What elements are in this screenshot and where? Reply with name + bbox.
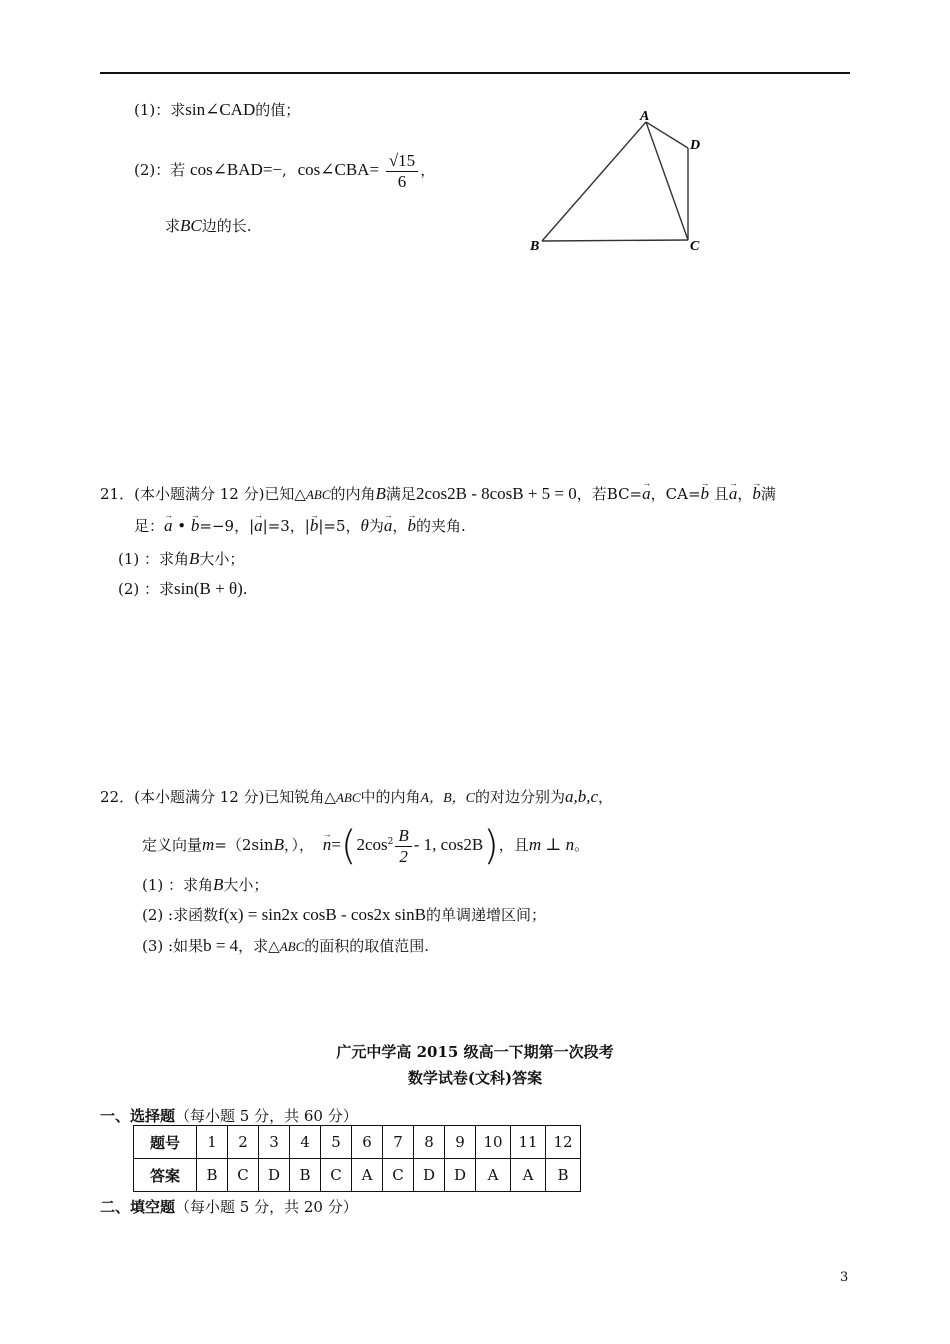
section-2-heading: 二、填空题（每小题 5 分，共 20 分） (100, 1198, 358, 1216)
table-cell: 6 (352, 1126, 383, 1159)
table-cell: B (546, 1159, 581, 1192)
q21-line2: 足：→ a • → b=−9，|→ a|=3，|→ b|=5，θ为→ a，→ b的夹角. (134, 515, 466, 537)
table-header-answer: 答案 (134, 1159, 197, 1192)
label-a: A (640, 109, 650, 124)
edge-ab (542, 122, 646, 241)
q21-part2: (2) ：求sin(B + θ). (118, 579, 248, 598)
table-cell: D (445, 1159, 476, 1192)
section-1-heading: 一、选择题（每小题 5 分，共 60 分） (100, 1107, 358, 1125)
q21-part1: (1) ：求角B大小； (118, 549, 245, 568)
triangle-figure (520, 100, 720, 260)
q20-part1: (1)：求sin∠CAD的值； (134, 100, 301, 119)
answer-table (133, 1125, 581, 1192)
q22-line1: 22．(本小题满分 12 分)已知锐角△ABC中的内角A，B，C的对边分别为a,b,c， (100, 787, 614, 806)
q20-fraction: $\frac{√15}{6}$ (386, 151, 418, 192)
table-cell: 8 (414, 1126, 445, 1159)
q21-line1: 21．(本小题满分 12 分)已知△ABC的内角B满足2cos2B - 8cosB + 5 = 0，若BC=→ a，CA=→ b 且→ a，→ b满 (100, 483, 776, 506)
q22-part1: (1) ：求角B大小； (142, 875, 269, 894)
edge-ad (646, 122, 688, 148)
label-b: B (530, 239, 540, 254)
table-cell: C (321, 1159, 352, 1192)
label-c: C (690, 239, 700, 254)
answer-title-2: 数学试卷(文科)答案 (407, 1069, 543, 1087)
q22-fraction: $\frac{B}{2}$ (395, 826, 411, 867)
answer-title-1: 广元中学高 2015 级高一下期第一次段考 (336, 1043, 614, 1061)
table-cell: 7 (383, 1126, 414, 1159)
table-cell: 2 (228, 1126, 259, 1159)
table-cell: D (259, 1159, 290, 1192)
table-cell: B (290, 1159, 321, 1192)
table-cell: 1 (197, 1126, 228, 1159)
table-header-number: 题号 (134, 1126, 197, 1159)
header-rule (100, 72, 850, 74)
table-cell: 9 (445, 1126, 476, 1159)
q22-part3: (3) :如果b = 4，求△ABC的面积的取值范围. (142, 936, 430, 955)
table-cell: 12 (546, 1126, 581, 1159)
table-row-answers (134, 1159, 581, 1192)
edge-bc (542, 240, 688, 241)
table-cell: 5 (321, 1126, 352, 1159)
table-cell: 10 (476, 1126, 511, 1159)
table-row-numbers (134, 1126, 581, 1159)
label-d: D (690, 138, 701, 153)
table-cell: C (228, 1159, 259, 1192)
table-cell: 3 (259, 1126, 290, 1159)
q22-part2: (2) :求函数f(x) = sin2x cosB - cos2x sinB的单调递增区间； (142, 905, 547, 924)
table-cell: C (383, 1159, 414, 1192)
q22-line2: 定义向量m=（2sinB，）， → $n=(2\cos^2$ $\frac{B}{2}$ - 1, cos2B)，且m ⊥ n。 (142, 820, 589, 867)
q20-part2: (2)：若 cos∠BAD=−, cos∠CBA= $\frac{√15}{6}$ ， (134, 150, 436, 191)
edge-ac (646, 122, 688, 240)
table-cell: B (197, 1159, 228, 1192)
table-cell: 11 (511, 1126, 546, 1159)
q20-part3: 求BC边的长. (165, 216, 252, 235)
table-cell: A (352, 1159, 383, 1192)
page-number: 3 (840, 1270, 849, 1285)
table-cell: A (511, 1159, 546, 1192)
table-cell: D (414, 1159, 445, 1192)
table-cell: A (476, 1159, 511, 1192)
table-cell: 4 (290, 1126, 321, 1159)
